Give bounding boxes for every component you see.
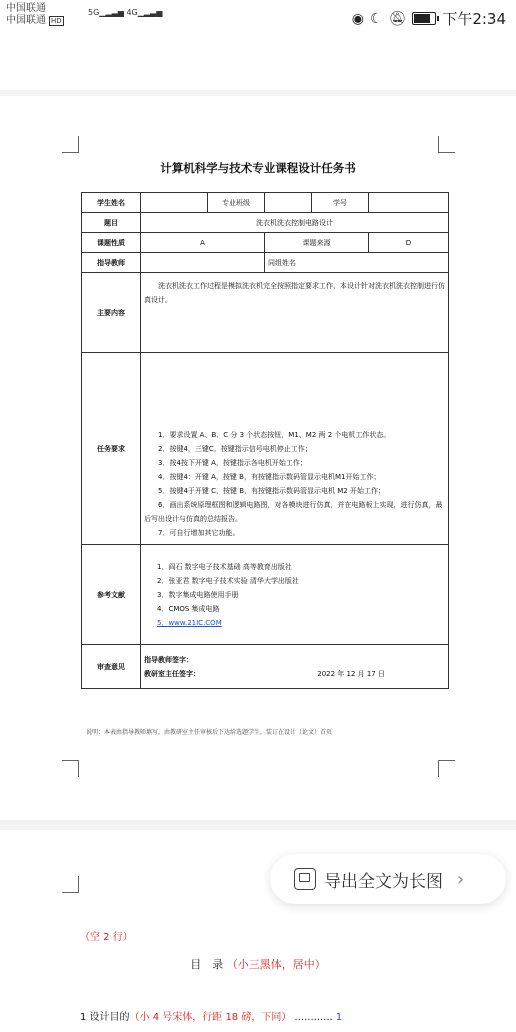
source-label: 课题来源	[265, 233, 369, 253]
toc-entry-dots: ............	[294, 1012, 333, 1023]
class-label: 专业班级	[208, 193, 265, 213]
document-footnote: 说明：本表由指导教师填写，由教研室主任审核后下达给选题学生，装订在设计（论文）首页	[86, 729, 333, 736]
requirements-label: 任务要求	[82, 353, 141, 545]
content-text: 洗衣机洗衣工作过程是模拟洗衣机完全按照指定要求工作，本设计针对洗衣机洗衣控制进行仿真设计。	[141, 273, 449, 353]
crop-mark	[62, 876, 79, 893]
status-bar	[0, 0, 516, 40]
signal-bars-icon: ▁▂▃▅	[137, 8, 163, 17]
reference-link[interactable]: 5．www.21IC.COM	[157, 618, 222, 627]
status-icons	[352, 8, 506, 29]
viewer-top-area	[0, 40, 516, 90]
mute-icon: 🔕︎	[388, 10, 407, 27]
toc-entry-hint: （小 4 号宋体，行距 18 磅，下同）	[129, 1012, 292, 1023]
crop-mark	[62, 760, 79, 777]
document-title: 计算机科学与技术专业课程设计任务书	[160, 161, 356, 175]
reference-item: 1．阎石 数字电子技术基础 高等教育出版社	[157, 562, 292, 571]
toc-format-hint: （小三黑体，居中）	[226, 958, 326, 971]
advisor-value	[141, 253, 265, 273]
toc-entry-page: 1	[335, 1012, 343, 1023]
requirement-item: 5．按键4于开键 C，按键 B，有按键指示数码管显示电机 M2 开始工作；	[158, 487, 385, 495]
review-signatures	[141, 645, 449, 689]
export-button-label: 导出全文为长图	[324, 871, 443, 892]
crop-mark	[438, 760, 455, 777]
toc-title: 目 录	[190, 958, 224, 971]
references-label: 参考文献	[82, 545, 141, 645]
task-table	[81, 192, 449, 689]
carrier-info	[6, 3, 64, 27]
requirement-item: 2．按键4，三键C，按键指示信号电机停止工作；	[158, 445, 312, 453]
student-name-value	[141, 193, 208, 213]
requirements-list	[141, 353, 449, 545]
student-id-value	[369, 193, 449, 213]
student-name-label: 学生姓名	[82, 193, 141, 213]
difficulty-value: A	[141, 233, 265, 253]
battery-fill	[414, 14, 430, 23]
reference-item: 3．数字集成电路使用手册	[157, 590, 239, 599]
reference-item: 2．张亚君 数字电子技术实验 清华大学出版社	[157, 576, 299, 585]
carrier-2: 中国联通	[6, 15, 46, 26]
battery-icon	[412, 12, 436, 25]
advisor-label: 指导教师	[82, 253, 141, 273]
signal-2: 4G	[126, 8, 138, 17]
requirement-item: 7．可自行增加其它功能。	[158, 529, 240, 537]
review-date: 2022 年 12 月 17 日	[317, 669, 385, 678]
export-long-image-button[interactable]	[270, 854, 506, 904]
signal-bars-icon: ▁▂▃▅	[99, 8, 124, 17]
student-id-label: 学号	[312, 193, 369, 213]
signal-1: 5G	[88, 8, 100, 17]
requirement-item: 1．要求设置 A、B、C 分 3 个状态按钮，M1、M2 两 2 个电机工作状态。	[158, 431, 391, 439]
content-label: 主要内容	[82, 273, 141, 353]
advisor-signature: 指导教师签字：	[144, 655, 193, 664]
carrier-1: 中国联通	[6, 3, 46, 14]
source-value: D	[369, 233, 449, 253]
eye-icon: ◉	[351, 10, 364, 27]
hd-badge: HD	[51, 17, 62, 25]
reference-item: 4．CMOS 集成电路	[157, 604, 220, 613]
topic-value: 洗衣机洗衣控制电路设计	[141, 213, 449, 233]
toc-heading	[0, 956, 516, 972]
moon-icon: ☾	[369, 10, 383, 27]
long-image-icon	[294, 868, 316, 890]
toc-entry[interactable]	[80, 1008, 342, 1023]
requirement-item: 6．画出系统原理框图和逻辑电路图，对各模块进行仿真，并在电路板上实现，进行仿真，最后写出设计与仿真的总结报告。	[144, 501, 443, 523]
document-page-1	[0, 96, 516, 820]
requirement-item: 3．按4按下开键 A，按键指示各电机开始工作；	[158, 459, 307, 467]
chevron-right-icon: ›	[457, 868, 465, 890]
toc-entry-title: 1 设计目的	[80, 1012, 130, 1023]
requirement-item: 4．按键4：开键 A，按键 B，有按键指示数码管显示电机M1开始工作；	[158, 473, 381, 481]
class-value	[265, 193, 312, 213]
crop-mark	[438, 136, 455, 153]
co-advisor-label: 同组姓名	[265, 253, 449, 273]
references-list	[141, 545, 449, 645]
review-label: 审查意见	[82, 645, 141, 689]
difficulty-label: 课题性质	[82, 233, 141, 253]
topic-label: 题目	[82, 213, 141, 233]
signal-indicators	[88, 8, 162, 17]
status-time: 下午2:34	[442, 10, 506, 28]
dept-signature: 教研室主任签字：	[144, 669, 200, 678]
crop-mark	[62, 136, 79, 153]
blank-lines-note: （空 2 行）	[80, 932, 133, 943]
